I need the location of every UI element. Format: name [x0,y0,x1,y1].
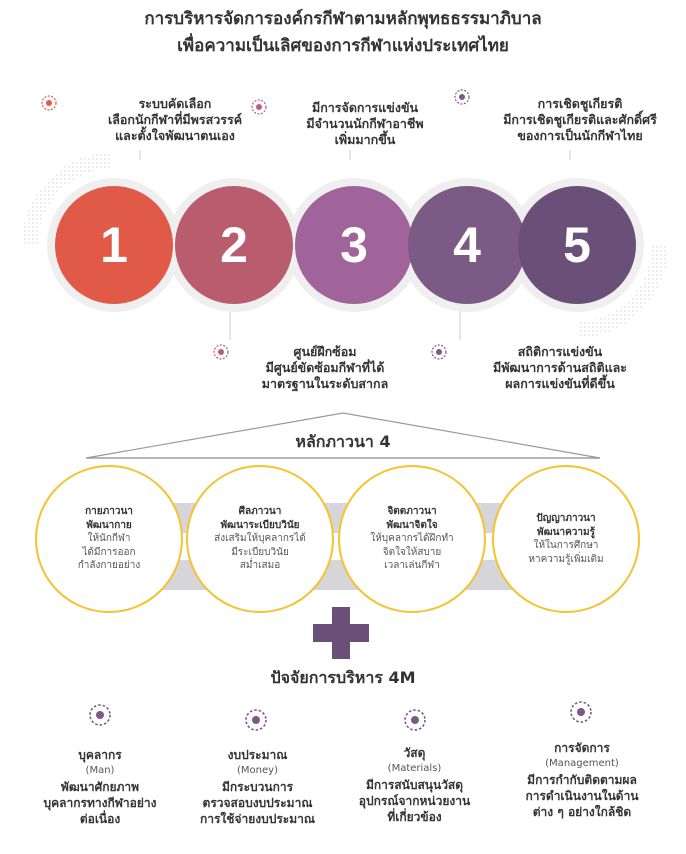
title-line-1: การบริหารจัดการองค์กรกีฬาตามหลักพุทธธรรมาภิบาล [144,9,542,29]
principle-circle-1: กายภาวนา พัฒนากาย ให้นักกีฬา ได้มีการออก กำลังกายอย่าง [35,465,183,613]
bullet-icon [250,98,268,116]
bullet-icon [430,343,448,361]
target-icon [403,708,427,732]
step-3-circle: 3 [295,186,413,304]
principles-title: หลักภาวนา 4 [295,432,391,451]
factors-title: ปัจจัยการบริหาร 4M [270,668,416,687]
factor-management: การจัดการ (Management) มีการกำกับติดตามผล การดำเนินงานในด้าน ต่าง ๆ อย่างใกล้ชิด [525,741,639,819]
target-icon [88,703,112,727]
step-4-circle: 4 [408,186,526,304]
step-1-circle: 1 [55,186,173,304]
step-1-label: ระบบคัดเลือก เลือกนักกีฬาที่มีพรสวรรค์ และตั้งใจพัฒนาตนเอง [107,96,243,143]
principle-circle-4: ปัญญาภาวนา พัฒนาความรู้ ให้ในการศึกษา หาความรู้เพิ่มเติม [492,465,640,613]
step-3-label: มีการจัดการแข่งขัน มีจำนวนนักกีฬาอาชีพ เพิ่มมากขึ้น [306,100,424,147]
step-5-label: การเชิดชูเกียรติ มีการเชิดชูเกียรติและศักดิ์ศรี ของการเป็นนักกีฬาไทย [503,96,657,143]
bullet-icon [212,343,230,361]
step-4-label: สถิติการแข่งขัน มีพัฒนาการด้านสถิติและ ผลการแข่งขันที่ดีขึ้น [492,344,628,391]
step-2-label: ศูนย์ฝึกซ้อม มีศูนย์ขัดซ้อมกีฬาที่ได้ มาตรฐานในระดับสากล [261,344,389,391]
plus-icon [313,607,369,659]
factor-man: บุคลากร (Man) พัฒนาศักยภาพ บุคลากรทางกีฬาอย่าง ต่อเนื่อง [43,748,157,826]
principle-circle-3: จิตตภาวนา พัฒนาจิตใจ ให้บุคลากรได้ฝึกทำ จิตใจให้สบาย เวลาเล่นกีฬา [338,465,486,613]
target-icon [244,708,268,732]
factor-money: งบประมาณ (Money) มีกระบวนการ ตรวจสอบงบประมาณ การใช้จ่ายงบประมาณ [199,748,316,826]
bullet-icon [453,88,471,106]
step-2-circle: 2 [175,186,293,304]
step-5-circle: 5 [518,186,636,304]
factor-materials: วัสดุ (Materials) มีการสนับสนุนวัสดุ อุปกรณ์จากหน่วยงาน ที่เกี่ยวข้อง [358,746,471,824]
title-line-2: เพื่อความเป็นเลิศของการกีฬาแห่งประเทศไทย [177,36,509,56]
principle-circle-2: ศีลภาวนา พัฒนาระเบียบวินัย ส่งเสริมให้บุคลากรได้ มีระเบียบวินัย สม่ำเสมอ [186,465,334,613]
target-icon [569,700,593,724]
bullet-icon [40,94,58,112]
